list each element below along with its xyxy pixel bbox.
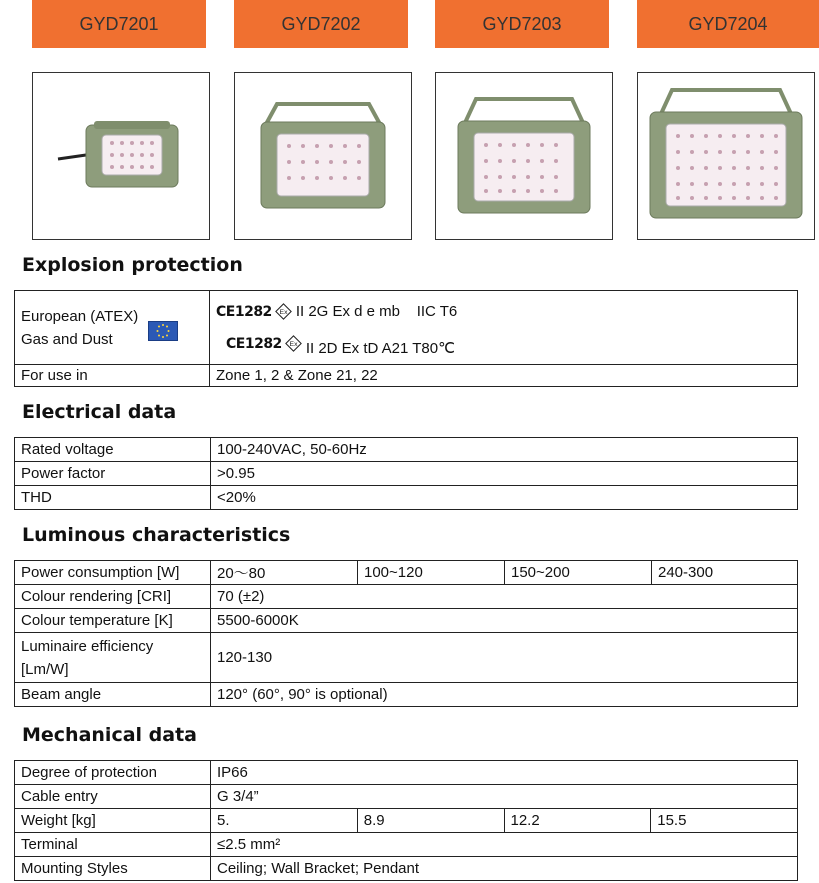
- svg-text:Ex: Ex: [289, 341, 298, 349]
- product-photos: [32, 72, 819, 242]
- table-row: [15, 462, 798, 486]
- product-image-gyd7201: [32, 72, 210, 240]
- power-factor-value: >0.95: [211, 462, 798, 486]
- tab-gyd7204[interactable]: GYD7204: [637, 0, 819, 48]
- explosion-table: [14, 290, 798, 387]
- power-value-gyd7204: 240-300: [652, 561, 798, 585]
- eu-flag-icon: [148, 321, 178, 341]
- product-image-gyd7204: [637, 72, 815, 240]
- weight-value-gyd7204: 15.5: [651, 809, 798, 833]
- weight-value-gyd7203: 12.2: [504, 809, 651, 833]
- section-title-mechanical: Mechanical data: [22, 724, 197, 746]
- table-row: [15, 486, 798, 510]
- gas-certification: [216, 299, 791, 325]
- colour-temperature-value: 5500-6000K: [211, 609, 798, 633]
- rated-voltage-label: Rated voltage: [15, 438, 211, 462]
- efficiency-label: Luminaire efficiency [Lm/W]: [15, 633, 211, 683]
- svg-text:Ex: Ex: [279, 309, 288, 317]
- gas-certification-text: II 2G Ex d e mb IIC T6: [295, 303, 458, 320]
- table-row: [15, 365, 798, 387]
- mounting-styles-value: Ceiling; Wall Bracket; Pendant: [211, 857, 798, 881]
- mechanical-table: [14, 760, 798, 881]
- thd-value: <20%: [211, 486, 798, 510]
- model-tabs: [32, 0, 819, 48]
- table-row: [15, 809, 798, 833]
- use-value: Zone 1, 2 & Zone 21, 22: [210, 365, 798, 387]
- cri-label: Colour rendering [CRI]: [15, 585, 211, 609]
- table-row: [15, 785, 798, 809]
- weight-value-gyd7202: 8.9: [357, 809, 504, 833]
- product-image-gyd7202: [234, 72, 412, 240]
- product-image-gyd7203: [435, 72, 613, 240]
- terminal-label: Terminal: [15, 833, 211, 857]
- dust-certification-text: II 2D Ex tD A21 T80℃: [305, 339, 455, 357]
- table-row: [15, 633, 798, 683]
- weight-value-gyd7201: 5.: [211, 809, 358, 833]
- table-row: [15, 683, 798, 707]
- electrical-table: [14, 437, 798, 510]
- beam-angle-label: Beam angle: [15, 683, 211, 707]
- table-row: [15, 609, 798, 633]
- table-row: [15, 438, 798, 462]
- cable-entry-label: Cable entry: [15, 785, 211, 809]
- weight-label: Weight [kg]: [15, 809, 211, 833]
- use-label: For use in: [15, 365, 210, 387]
- ce-mark-dust: CE1282: [226, 335, 282, 352]
- tab-gyd7201[interactable]: GYD7201: [32, 0, 206, 48]
- tab-gyd7203[interactable]: GYD7203: [435, 0, 609, 48]
- ex-hexagon-icon: [275, 303, 292, 320]
- degree-of-protection-label: Degree of protection: [15, 761, 211, 785]
- table-row: [15, 291, 798, 365]
- dust-certification: [216, 331, 791, 357]
- power-value-gyd7201: 20～80: [211, 561, 358, 585]
- power-value-gyd7202: 100~120: [358, 561, 505, 585]
- table-row: [15, 857, 798, 881]
- table-row: [15, 561, 798, 585]
- power-consumption-label: Power consumption [W]: [15, 561, 211, 585]
- atex-label-cell: [15, 291, 210, 365]
- table-row: [15, 585, 798, 609]
- rated-voltage-value: 100-240VAC, 50-60Hz: [211, 438, 798, 462]
- section-title-electrical: Electrical data: [22, 401, 177, 423]
- power-factor-label: Power factor: [15, 462, 211, 486]
- colour-temperature-label: Colour temperature [K]: [15, 609, 211, 633]
- atex-label-2: Gas and Dust: [21, 330, 113, 348]
- atex-label-1: European (ATEX): [21, 307, 139, 325]
- certification-cell: [210, 291, 798, 365]
- degree-of-protection-value: IP66: [211, 761, 798, 785]
- cable-entry-value: G 3/4”: [211, 785, 798, 809]
- cri-value: 70 (±2): [211, 585, 798, 609]
- section-title-luminous: Luminous characteristics: [22, 524, 291, 546]
- section-title-explosion: Explosion protection: [22, 254, 243, 276]
- table-row: [15, 761, 798, 785]
- mounting-styles-label: Mounting Styles: [15, 857, 211, 881]
- luminous-table: [14, 560, 798, 707]
- thd-label: THD: [15, 486, 211, 510]
- beam-angle-value: 120° (60°, 90° is optional): [211, 683, 798, 707]
- tab-gyd7202[interactable]: GYD7202: [234, 0, 408, 48]
- ce-mark-gas: CE1282: [216, 303, 272, 320]
- table-row: [15, 833, 798, 857]
- ex-hexagon-icon: [285, 335, 302, 352]
- efficiency-value: 120-130: [211, 633, 798, 683]
- power-value-gyd7203: 150~200: [505, 561, 652, 585]
- terminal-value: ≤2.5 mm²: [211, 833, 798, 857]
